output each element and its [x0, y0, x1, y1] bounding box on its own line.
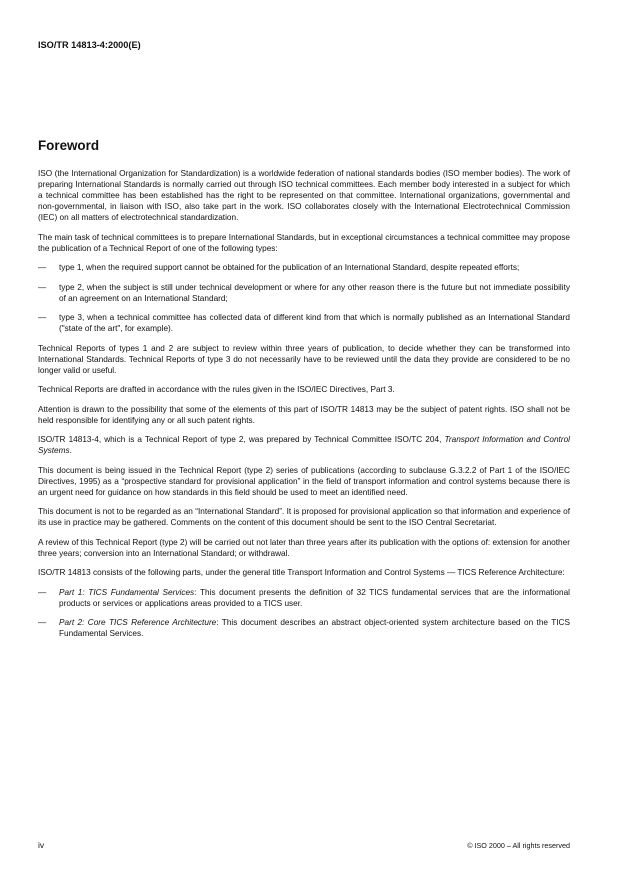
document-identifier: ISO/TR 14813-4:2000(E) — [38, 40, 141, 50]
part-description: : This document describes an abstract object-oriented system architecture based on the TICS Fundamental Services. — [59, 618, 570, 638]
part-title: Part 2: Core TICS Reference Architecture — [59, 618, 217, 627]
foreword-body — [38, 168, 570, 648]
dash-marker: — — [38, 313, 47, 322]
paragraph-review-options: A review of this Technical Report (type 2) will be carried out not later than three years after its publication with the options of: extension for another three years; conversion into an International Standard; or withdrawal. — [38, 537, 570, 558]
paragraph-directives: Technical Reports are drafted in accordance with the rules given in the ISO/IEC Directives, Part 3. — [38, 385, 395, 394]
list-item-text: type 2, when the subject is still under technical development or where for any other reason there is the future but not immediate possibility of an agreement on an International Standard; — [59, 282, 570, 303]
part-description: : This document presents the definition of 32 TICS fundamental services that are the informational products or services or applications areas provided to a TICS user. — [59, 587, 571, 608]
committee-title: Transport Information and Control Systems — [38, 435, 570, 455]
dash-marker: — — [38, 282, 47, 292]
paragraph-prospective-standard: This document is being issued in the Technical Report (type 2) series of publications (according to subclause G.3.2.2 of Part 1 of the ISO/IEC Directives, 1995) as a “prospective standard for provisional application” in the field of transport information and control systems because there is an urgent need for guidance on how standards in this field should be used to meet an identified need. — [38, 465, 570, 497]
paragraph-parts-intro: ISO/TR 14813 consists of the following parts, under the general title Transport Information and Control Systems — TICS Reference Architecture: — [38, 568, 565, 577]
paragraph-not-international-standard: This document is not to be regarded as an “International Standard”. It is proposed for provisional application so that information and experience of its use in practice may be gathered. Comments on the content of this document should be sent to the ISO Central Secretariat. — [38, 507, 570, 527]
paragraph-technical-committees: The main task of technical committees is to prepare International Standards, but in exceptional circumstances a technical committee may propose the publication of a Technical Report of one of the following types: — [38, 232, 570, 253]
page-number: iv — [38, 840, 45, 850]
copyright-notice: © ISO 2000 – All rights reserved — [467, 841, 570, 850]
paragraph-prepared-by — [38, 434, 570, 456]
list-item-text: type 3, when a technical committee has collected data of different kind from that which is normally published as an International Standard ("state of the art", for example). — [59, 313, 570, 333]
list-item-text: type 1, when the required support cannot be obtained for the publication of an International Standard, despite repeated efforts; — [59, 263, 520, 272]
list-item-type-3 — [38, 312, 570, 334]
dash-marker: — — [38, 618, 47, 627]
section-title: Foreword — [38, 138, 100, 153]
paragraph-review-types: Technical Reports of types 1 and 2 are subject to review within three years of publication, to decide whether they can be transformed into International Standards. Technical Reports of type 3 do not necessarily have to be reviewed until the data they provide are considered to be no longer valid or useful. — [38, 343, 570, 375]
prepared-by-text: ISO/TR 14813-4, which is a Technical Report of type 2, was prepared by Technical Committee ISO/TC 204, — [38, 435, 445, 444]
list-item-type-2 — [38, 282, 570, 304]
paragraph-iso-intro: ISO (the International Organization for Standardization) is a worldwide federation of national standards bodies (ISO member bodies). The work of preparing International Standards is normally carried out through ISO technical committees. Each member body interested in a subject for which a technical committee has been established has the right to be represented on that committee. International organizations, governmental and non-governmental, in liaison with ISO, also take part in the work. ISO collaborates closely with the International Electrotechnical Commission (IEC) on all matters of electrotechnical standardization. — [38, 169, 570, 222]
paragraph-patent-rights: Attention is drawn to the possibility that some of the elements of this part of ISO/TR 14813 may be the subject of patent rights. ISO shall not be held responsible for identifying any or all such patent rights. — [38, 404, 570, 425]
part-title: Part 1: TICS Fundamental Services — [59, 587, 195, 597]
list-item-part-1 — [38, 587, 570, 609]
list-item-part-2 — [38, 617, 570, 639]
dash-marker: — — [38, 263, 47, 272]
dash-marker: — — [38, 587, 47, 597]
list-item-type-1 — [38, 262, 570, 273]
prepared-by-end: . — [69, 446, 72, 455]
